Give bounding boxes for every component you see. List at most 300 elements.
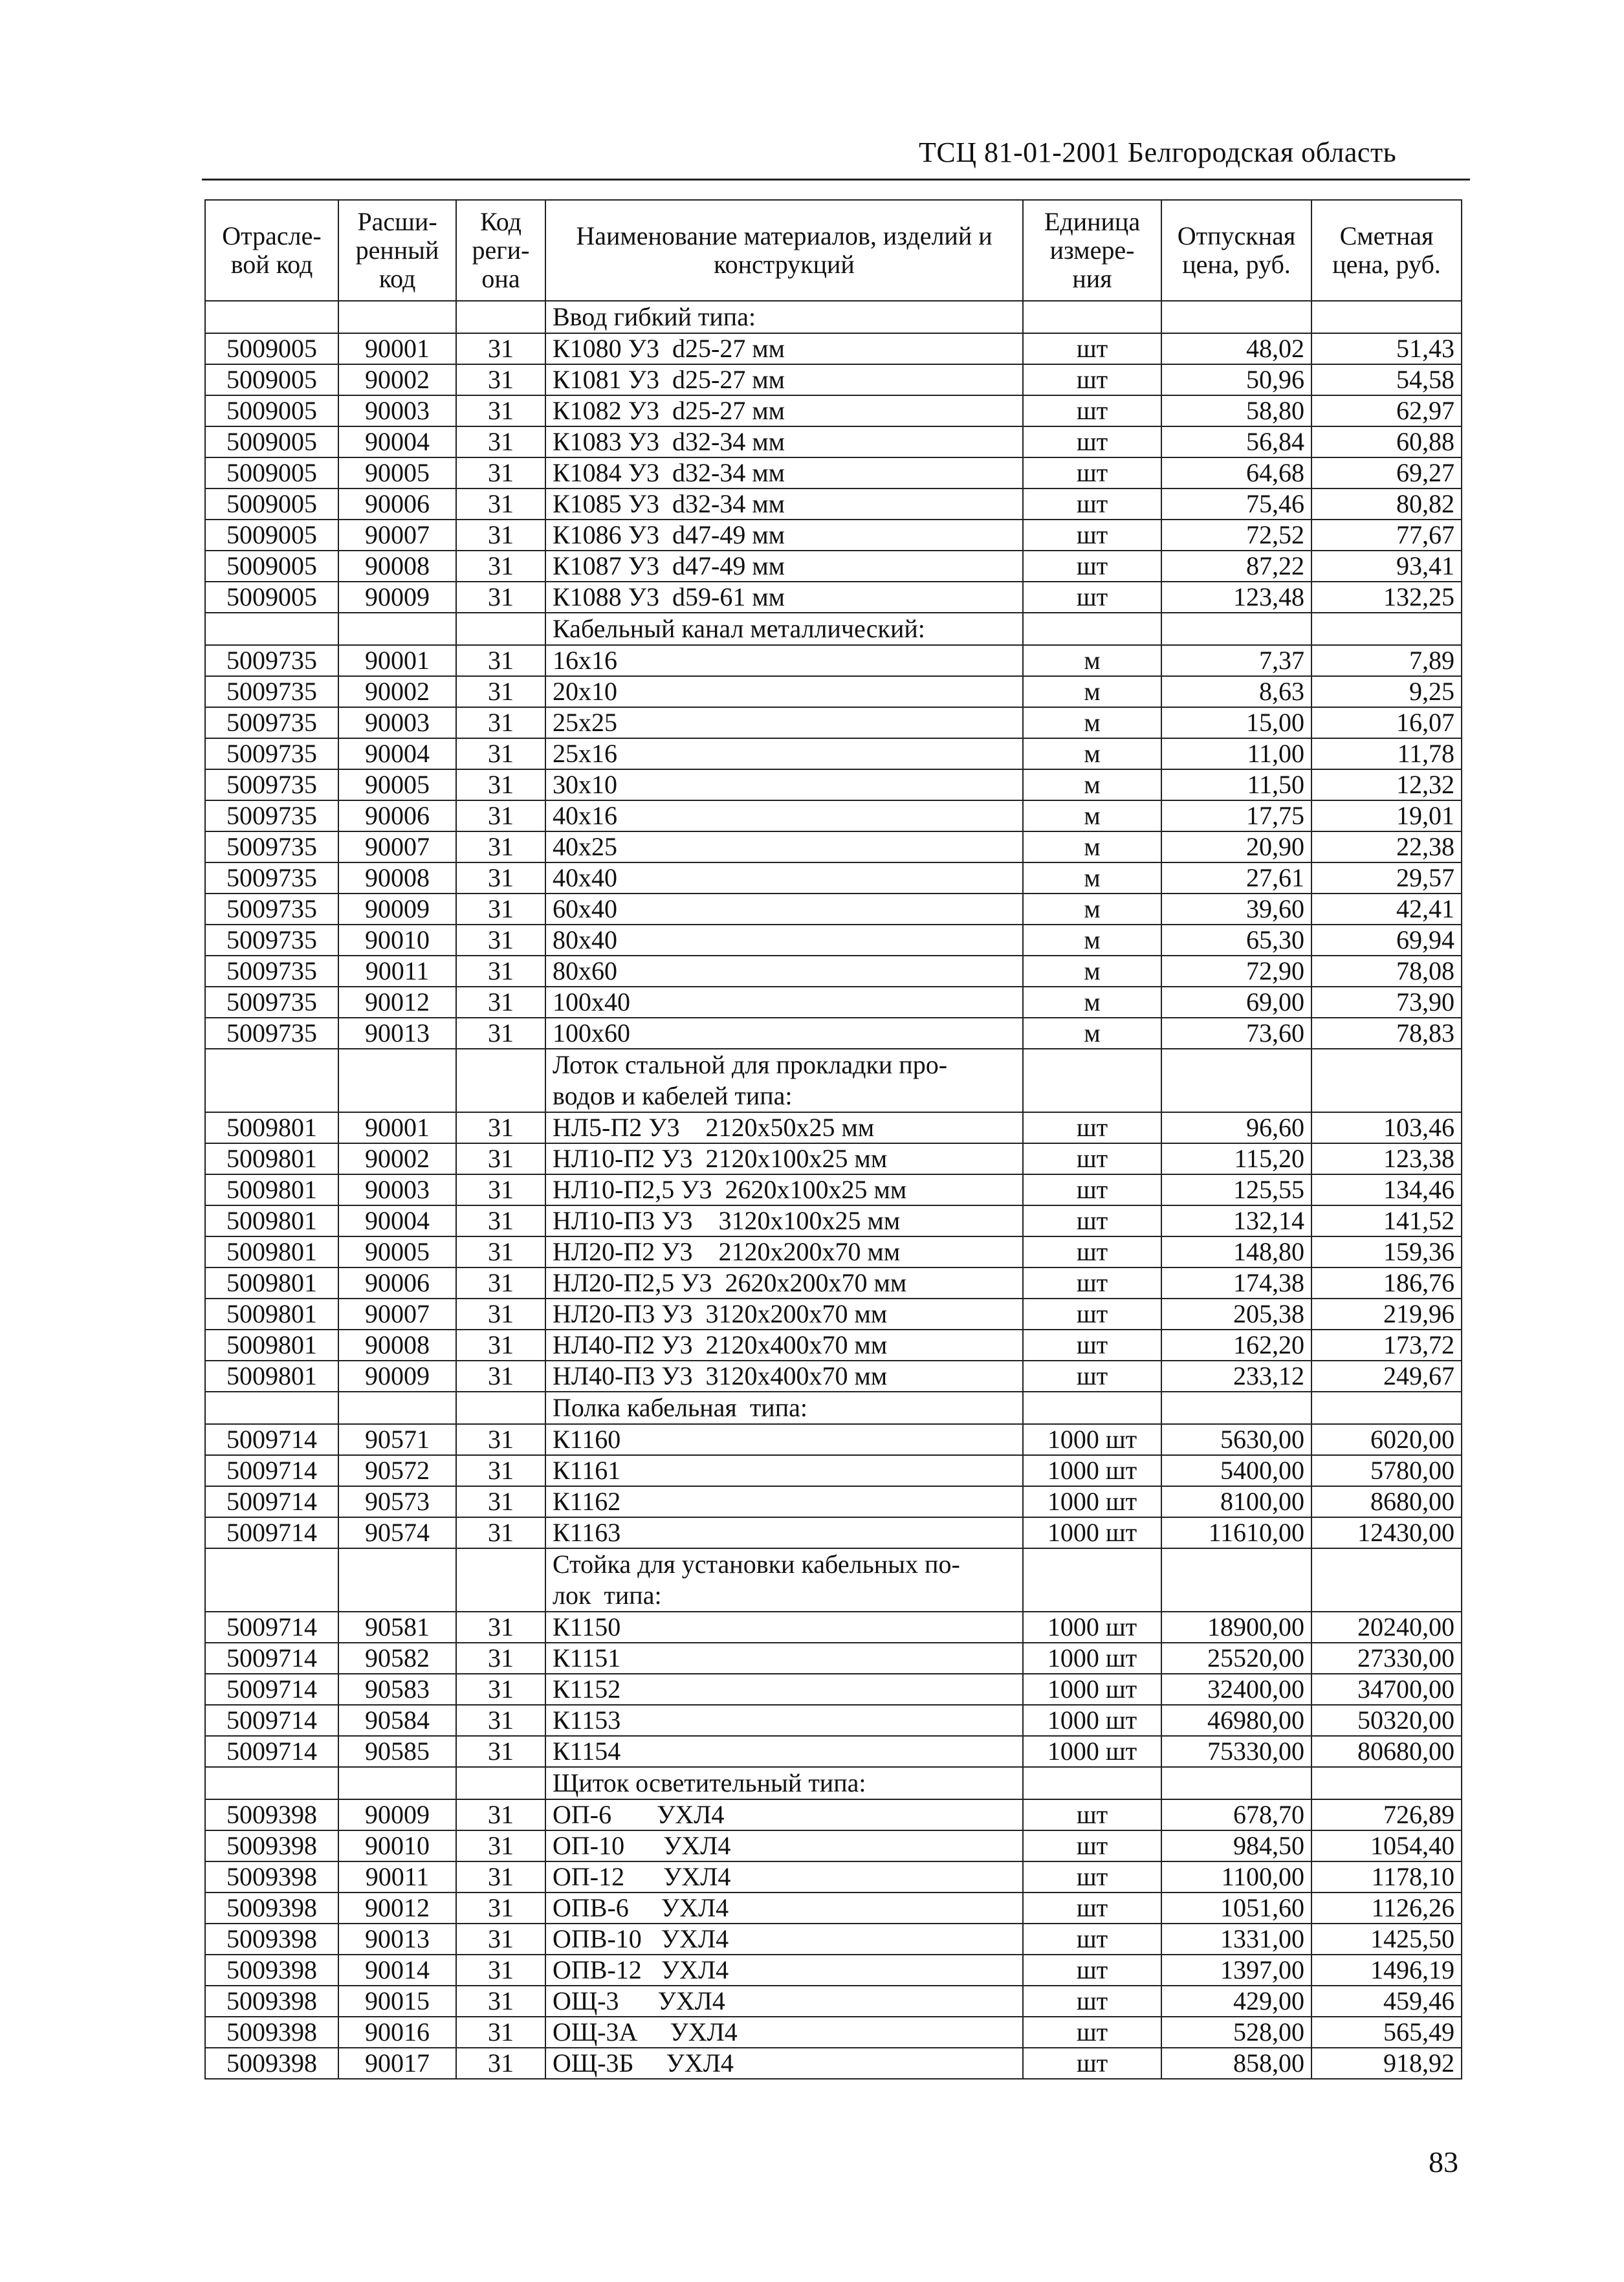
sector-code-cell: 5009005 bbox=[205, 426, 338, 457]
unit-cell: м bbox=[1023, 738, 1161, 769]
item-name-cell: 60х40 bbox=[545, 894, 1023, 925]
item-name-cell: К1163 bbox=[545, 1517, 1023, 1548]
section-title-cell: Ввод гибкий типа: bbox=[545, 301, 1023, 333]
unit-cell: м bbox=[1023, 707, 1161, 738]
estimated-price-cell: 249,67 bbox=[1311, 1361, 1462, 1392]
table-row bbox=[205, 1517, 1462, 1548]
estimated-price-cell: 9,25 bbox=[1311, 676, 1462, 707]
table-row bbox=[205, 1955, 1462, 1986]
item-name-cell: К1154 bbox=[545, 1736, 1023, 1767]
sector-code-cell: 5009398 bbox=[205, 1861, 338, 1893]
release-price-cell: 96,60 bbox=[1161, 1112, 1311, 1143]
extended-code-cell: 90014 bbox=[338, 1955, 456, 1986]
unit-cell: шт bbox=[1023, 1236, 1161, 1267]
price-table bbox=[204, 199, 1462, 2079]
unit-cell: шт bbox=[1023, 551, 1161, 582]
item-name-cell: ОЩ-3А УХЛ4 bbox=[545, 2017, 1023, 2048]
item-name-cell: ОЩ-3Б УХЛ4 bbox=[545, 2048, 1023, 2079]
estimated-price-cell: 459,46 bbox=[1311, 1986, 1462, 2017]
estimated-price-cell: 16,07 bbox=[1311, 707, 1462, 738]
release-price-cell: 11,00 bbox=[1161, 738, 1311, 769]
extended-code-cell: 90583 bbox=[338, 1674, 456, 1705]
region-code-cell: 31 bbox=[456, 1236, 545, 1267]
item-name-cell: К1161 bbox=[545, 1455, 1023, 1486]
unit-cell: 1000 шт bbox=[1023, 1486, 1161, 1517]
estimated-price-cell: 918,92 bbox=[1311, 2048, 1462, 2079]
estimated-price-cell: 1178,10 bbox=[1311, 1861, 1462, 1893]
region-code-cell: 31 bbox=[456, 1893, 545, 1924]
sector-code-cell: 5009735 bbox=[205, 1018, 338, 1049]
release-price-cell: 858,00 bbox=[1161, 2048, 1311, 2079]
estimated-price-cell: 69,94 bbox=[1311, 925, 1462, 956]
estimated-price-cell bbox=[1311, 1049, 1462, 1112]
unit-cell: 1000 шт bbox=[1023, 1643, 1161, 1674]
release-price-cell: 15,00 bbox=[1161, 707, 1311, 738]
release-price-cell: 56,84 bbox=[1161, 426, 1311, 457]
estimated-price-cell: 78,08 bbox=[1311, 956, 1462, 987]
extended-code-cell: 90004 bbox=[338, 738, 456, 769]
item-name-cell: ОЩ-3 УХЛ4 bbox=[545, 1986, 1023, 2017]
unit-cell: шт bbox=[1023, 1986, 1161, 2017]
extended-code-cell: 90009 bbox=[338, 894, 456, 925]
estimated-price-cell: 7,89 bbox=[1311, 645, 1462, 676]
estimated-price-cell: 51,43 bbox=[1311, 333, 1462, 364]
extended-code-cell: 90572 bbox=[338, 1455, 456, 1486]
release-price-cell: 123,48 bbox=[1161, 582, 1311, 613]
extended-code-cell: 90013 bbox=[338, 1018, 456, 1049]
unit-cell: шт bbox=[1023, 1143, 1161, 1174]
sector-code-cell: 5009735 bbox=[205, 738, 338, 769]
release-price-cell: 528,00 bbox=[1161, 2017, 1311, 2048]
region-code-cell: 31 bbox=[456, 645, 545, 676]
item-name-cell: 25х16 bbox=[545, 738, 1023, 769]
estimated-price-cell: 8680,00 bbox=[1311, 1486, 1462, 1517]
extended-code-cell: 90010 bbox=[338, 925, 456, 956]
estimated-price-cell: 1054,40 bbox=[1311, 1830, 1462, 1861]
sector-code-cell: 5009398 bbox=[205, 1986, 338, 2017]
unit-cell: м bbox=[1023, 831, 1161, 862]
sector-code-cell: 5009005 bbox=[205, 457, 338, 488]
extended-code-cell bbox=[338, 1392, 456, 1424]
region-code-cell: 31 bbox=[456, 707, 545, 738]
item-name-cell: К1085 У3 d32-34 мм bbox=[545, 488, 1023, 520]
region-code-cell: 31 bbox=[456, 1174, 545, 1205]
region-code-cell bbox=[456, 1392, 545, 1424]
region-code-cell: 31 bbox=[456, 1205, 545, 1236]
region-code-cell: 31 bbox=[456, 1267, 545, 1299]
unit-cell: шт bbox=[1023, 2017, 1161, 2048]
sector-code-cell bbox=[205, 1548, 338, 1612]
estimated-price-cell: 20240,00 bbox=[1311, 1612, 1462, 1643]
unit-cell: 1000 шт bbox=[1023, 1424, 1161, 1455]
unit-cell bbox=[1023, 613, 1161, 645]
item-name-cell: К1086 У3 d47-49 мм bbox=[545, 520, 1023, 551]
sector-code-cell: 5009735 bbox=[205, 925, 338, 956]
item-name-cell: К1152 bbox=[545, 1674, 1023, 1705]
unit-cell: шт bbox=[1023, 1361, 1161, 1392]
estimated-price-cell bbox=[1311, 301, 1462, 333]
estimated-price-cell: 34700,00 bbox=[1311, 1674, 1462, 1705]
table-row bbox=[205, 1486, 1462, 1517]
table-row bbox=[205, 1674, 1462, 1705]
sector-code-cell: 5009398 bbox=[205, 1830, 338, 1861]
item-name-cell: 30х10 bbox=[545, 769, 1023, 800]
sector-code-cell bbox=[205, 301, 338, 333]
item-name-cell: ОП-6 УХЛ4 bbox=[545, 1799, 1023, 1830]
table-row bbox=[205, 645, 1462, 676]
table-row bbox=[205, 831, 1462, 862]
extended-code-cell: 90001 bbox=[338, 333, 456, 364]
unit-cell: шт bbox=[1023, 1924, 1161, 1955]
region-code-cell: 31 bbox=[456, 1799, 545, 1830]
sector-code-cell: 5009714 bbox=[205, 1736, 338, 1767]
estimated-price-cell: 54,58 bbox=[1311, 364, 1462, 395]
release-price-cell: 162,20 bbox=[1161, 1330, 1311, 1361]
table-row bbox=[205, 1861, 1462, 1893]
sector-code-cell: 5009714 bbox=[205, 1455, 338, 1486]
release-price-cell: 46980,00 bbox=[1161, 1705, 1311, 1736]
estimated-price-cell: 565,49 bbox=[1311, 2017, 1462, 2048]
table-row bbox=[205, 1924, 1462, 1955]
unit-cell: шт bbox=[1023, 2048, 1161, 2079]
unit-cell: м bbox=[1023, 987, 1161, 1018]
unit-cell: м bbox=[1023, 925, 1161, 956]
estimated-price-cell bbox=[1311, 1767, 1462, 1799]
item-name-cell: 100х60 bbox=[545, 1018, 1023, 1049]
estimated-price-cell bbox=[1311, 1548, 1462, 1612]
unit-cell: м bbox=[1023, 956, 1161, 987]
release-price-cell: 984,50 bbox=[1161, 1830, 1311, 1861]
section-row bbox=[205, 1767, 1462, 1799]
sector-code-cell: 5009005 bbox=[205, 520, 338, 551]
extended-code-cell: 90003 bbox=[338, 395, 456, 426]
release-price-cell: 48,02 bbox=[1161, 333, 1311, 364]
region-code-cell bbox=[456, 613, 545, 645]
item-name-cell: 80х60 bbox=[545, 956, 1023, 987]
release-price-cell: 20,90 bbox=[1161, 831, 1311, 862]
extended-code-cell: 90002 bbox=[338, 1143, 456, 1174]
estimated-price-cell: 1126,26 bbox=[1311, 1893, 1462, 1924]
table-row bbox=[205, 894, 1462, 925]
region-code-cell: 31 bbox=[456, 488, 545, 520]
release-price-cell bbox=[1161, 613, 1311, 645]
sector-code-cell: 5009005 bbox=[205, 582, 338, 613]
release-price-cell: 1331,00 bbox=[1161, 1924, 1311, 1955]
item-name-cell: К1150 bbox=[545, 1612, 1023, 1643]
region-code-cell: 31 bbox=[456, 395, 545, 426]
extended-code-cell: 90584 bbox=[338, 1705, 456, 1736]
release-price-cell: 32400,00 bbox=[1161, 1674, 1311, 1705]
region-code-cell: 31 bbox=[456, 831, 545, 862]
sector-code-cell bbox=[205, 1392, 338, 1424]
sector-code-cell: 5009398 bbox=[205, 1955, 338, 1986]
region-code-cell: 31 bbox=[456, 1612, 545, 1643]
table-row bbox=[205, 676, 1462, 707]
table-row bbox=[205, 1455, 1462, 1486]
region-code-cell: 31 bbox=[456, 894, 545, 925]
region-code-cell: 31 bbox=[456, 1299, 545, 1330]
extended-code-cell: 90008 bbox=[338, 1330, 456, 1361]
region-code-cell: 31 bbox=[456, 457, 545, 488]
sector-code-cell: 5009801 bbox=[205, 1143, 338, 1174]
section-title-cell: Кабельный канал металлический: bbox=[545, 613, 1023, 645]
table-row bbox=[205, 1267, 1462, 1299]
section-title-cell: Лоток стальной для прокладки про- водов и кабелей типа: bbox=[545, 1049, 1023, 1112]
estimated-price-cell: 219,96 bbox=[1311, 1299, 1462, 1330]
table-row bbox=[205, 1236, 1462, 1267]
release-price-cell: 429,00 bbox=[1161, 1986, 1311, 2017]
extended-code-cell: 90007 bbox=[338, 520, 456, 551]
region-code-cell: 31 bbox=[456, 1736, 545, 1767]
item-name-cell: НЛ40-П3 У3 3120х400х70 мм bbox=[545, 1361, 1023, 1392]
extended-code-cell: 90003 bbox=[338, 1174, 456, 1205]
extended-code-cell: 90012 bbox=[338, 1893, 456, 1924]
sector-code-cell: 5009714 bbox=[205, 1643, 338, 1674]
region-code-cell: 31 bbox=[456, 1112, 545, 1143]
sector-code-cell: 5009801 bbox=[205, 1330, 338, 1361]
region-code-cell: 31 bbox=[456, 2048, 545, 2079]
table-row bbox=[205, 987, 1462, 1018]
unit-cell: шт bbox=[1023, 426, 1161, 457]
extended-code-cell: 90006 bbox=[338, 800, 456, 831]
estimated-price-cell: 50320,00 bbox=[1311, 1705, 1462, 1736]
extended-code-cell: 90011 bbox=[338, 956, 456, 987]
table-row bbox=[205, 1143, 1462, 1174]
section-row bbox=[205, 1049, 1462, 1112]
item-name-cell: ОП-10 УХЛ4 bbox=[545, 1830, 1023, 1861]
col-header-release-price: Отпускная цена, руб. bbox=[1161, 200, 1311, 301]
table-row bbox=[205, 1986, 1462, 2017]
sector-code-cell: 5009005 bbox=[205, 488, 338, 520]
unit-cell: 1000 шт bbox=[1023, 1705, 1161, 1736]
table-row bbox=[205, 707, 1462, 738]
unit-cell: шт bbox=[1023, 1267, 1161, 1299]
extended-code-cell: 90007 bbox=[338, 1299, 456, 1330]
sector-code-cell: 5009005 bbox=[205, 395, 338, 426]
estimated-price-cell: 19,01 bbox=[1311, 800, 1462, 831]
region-code-cell: 31 bbox=[456, 582, 545, 613]
sector-code-cell: 5009714 bbox=[205, 1424, 338, 1455]
unit-cell: шт bbox=[1023, 1174, 1161, 1205]
estimated-price-cell bbox=[1311, 613, 1462, 645]
region-code-cell: 31 bbox=[456, 1330, 545, 1361]
item-name-cell: НЛ20-П2,5 У3 2620х200х70 мм bbox=[545, 1267, 1023, 1299]
region-code-cell: 31 bbox=[456, 1705, 545, 1736]
release-price-cell: 174,38 bbox=[1161, 1267, 1311, 1299]
release-price-cell: 25520,00 bbox=[1161, 1643, 1311, 1674]
sector-code-cell: 5009801 bbox=[205, 1236, 338, 1267]
item-name-cell: К1151 bbox=[545, 1643, 1023, 1674]
sector-code-cell bbox=[205, 613, 338, 645]
estimated-price-cell: 186,76 bbox=[1311, 1267, 1462, 1299]
col-header-sector-code: Отрасле- вой код bbox=[205, 200, 338, 301]
item-name-cell: ОПВ-12 УХЛ4 bbox=[545, 1955, 1023, 1986]
table-row bbox=[205, 738, 1462, 769]
unit-cell: 1000 шт bbox=[1023, 1736, 1161, 1767]
unit-cell: м bbox=[1023, 645, 1161, 676]
region-code-cell: 31 bbox=[456, 987, 545, 1018]
extended-code-cell: 90006 bbox=[338, 488, 456, 520]
extended-code-cell: 90582 bbox=[338, 1643, 456, 1674]
sector-code-cell bbox=[205, 1049, 338, 1112]
release-price-cell bbox=[1161, 1548, 1311, 1612]
extended-code-cell: 90581 bbox=[338, 1612, 456, 1643]
estimated-price-cell: 78,83 bbox=[1311, 1018, 1462, 1049]
table-row bbox=[205, 1174, 1462, 1205]
unit-cell: шт bbox=[1023, 520, 1161, 551]
region-code-cell bbox=[456, 1767, 545, 1799]
release-price-cell: 678,70 bbox=[1161, 1799, 1311, 1830]
unit-cell: 1000 шт bbox=[1023, 1455, 1161, 1486]
release-price-cell: 65,30 bbox=[1161, 925, 1311, 956]
release-price-cell: 125,55 bbox=[1161, 1174, 1311, 1205]
unit-cell: м bbox=[1023, 862, 1161, 894]
release-price-cell: 64,68 bbox=[1161, 457, 1311, 488]
unit-cell: шт bbox=[1023, 364, 1161, 395]
section-row bbox=[205, 1392, 1462, 1424]
unit-cell: шт bbox=[1023, 333, 1161, 364]
region-code-cell bbox=[456, 301, 545, 333]
table-row bbox=[205, 1893, 1462, 1924]
region-code-cell: 31 bbox=[456, 520, 545, 551]
estimated-price-cell: 60,88 bbox=[1311, 426, 1462, 457]
release-price-cell: 205,38 bbox=[1161, 1299, 1311, 1330]
region-code-cell: 31 bbox=[456, 862, 545, 894]
release-price-cell bbox=[1161, 301, 1311, 333]
extended-code-cell: 90008 bbox=[338, 551, 456, 582]
item-name-cell: НЛ20-П2 У3 2120х200х70 мм bbox=[545, 1236, 1023, 1267]
estimated-price-cell: 1496,19 bbox=[1311, 1955, 1462, 1986]
region-code-cell: 31 bbox=[456, 1643, 545, 1674]
extended-code-cell: 90005 bbox=[338, 457, 456, 488]
table-row bbox=[205, 1736, 1462, 1767]
sector-code-cell: 5009398 bbox=[205, 1799, 338, 1830]
col-header-estimated-price: Сметная цена, руб. bbox=[1311, 200, 1462, 301]
release-price-cell: 132,14 bbox=[1161, 1205, 1311, 1236]
table-row bbox=[205, 800, 1462, 831]
table-row bbox=[205, 426, 1462, 457]
unit-cell: шт bbox=[1023, 457, 1161, 488]
extended-code-cell: 90009 bbox=[338, 1799, 456, 1830]
estimated-price-cell bbox=[1311, 1392, 1462, 1424]
sector-code-cell: 5009801 bbox=[205, 1112, 338, 1143]
estimated-price-cell: 132,25 bbox=[1311, 582, 1462, 613]
extended-code-cell bbox=[338, 1767, 456, 1799]
release-price-cell: 8100,00 bbox=[1161, 1486, 1311, 1517]
table-row bbox=[205, 1361, 1462, 1392]
extended-code-cell: 90009 bbox=[338, 1361, 456, 1392]
extended-code-cell: 90006 bbox=[338, 1267, 456, 1299]
extended-code-cell: 90002 bbox=[338, 364, 456, 395]
table-row bbox=[205, 488, 1462, 520]
section-title-cell: Полка кабельная типа: bbox=[545, 1392, 1023, 1424]
table-row bbox=[205, 2048, 1462, 2079]
item-name-cell: 20х10 bbox=[545, 676, 1023, 707]
col-header-extended-code: Расши- ренный код bbox=[338, 200, 456, 301]
release-price-cell: 27,61 bbox=[1161, 862, 1311, 894]
sector-code-cell: 5009735 bbox=[205, 987, 338, 1018]
estimated-price-cell: 159,36 bbox=[1311, 1236, 1462, 1267]
unit-cell bbox=[1023, 301, 1161, 333]
item-name-cell: К1081 У3 d25-27 мм bbox=[545, 364, 1023, 395]
sector-code-cell: 5009735 bbox=[205, 769, 338, 800]
extended-code-cell: 90011 bbox=[338, 1861, 456, 1893]
release-price-cell: 69,00 bbox=[1161, 987, 1311, 1018]
unit-cell: шт bbox=[1023, 1205, 1161, 1236]
table-row bbox=[205, 925, 1462, 956]
region-code-cell: 31 bbox=[456, 1361, 545, 1392]
unit-cell: шт bbox=[1023, 395, 1161, 426]
unit-cell: шт bbox=[1023, 1893, 1161, 1924]
estimated-price-cell: 1425,50 bbox=[1311, 1924, 1462, 1955]
table-row bbox=[205, 520, 1462, 551]
extended-code-cell: 90004 bbox=[338, 426, 456, 457]
extended-code-cell: 90574 bbox=[338, 1517, 456, 1548]
unit-cell: шт bbox=[1023, 1955, 1161, 1986]
unit-cell: 1000 шт bbox=[1023, 1517, 1161, 1548]
sector-code-cell: 5009714 bbox=[205, 1674, 338, 1705]
region-code-cell: 31 bbox=[456, 738, 545, 769]
region-code-cell: 31 bbox=[456, 800, 545, 831]
extended-code-cell: 90010 bbox=[338, 1830, 456, 1861]
item-name-cell: ОПВ-10 УХЛ4 bbox=[545, 1924, 1023, 1955]
sector-code-cell: 5009735 bbox=[205, 862, 338, 894]
sector-code-cell: 5009801 bbox=[205, 1205, 338, 1236]
region-code-cell: 31 bbox=[456, 1424, 545, 1455]
extended-code-cell: 90005 bbox=[338, 1236, 456, 1267]
table-row bbox=[205, 395, 1462, 426]
table-row bbox=[205, 1330, 1462, 1361]
unit-cell: шт bbox=[1023, 1330, 1161, 1361]
table-row bbox=[205, 1205, 1462, 1236]
release-price-cell: 115,20 bbox=[1161, 1143, 1311, 1174]
item-name-cell: НЛ40-П2 У3 2120х400х70 мм bbox=[545, 1330, 1023, 1361]
unit-cell: 1000 шт bbox=[1023, 1674, 1161, 1705]
table-row bbox=[205, 551, 1462, 582]
item-name-cell: 40х40 bbox=[545, 862, 1023, 894]
estimated-price-cell: 22,38 bbox=[1311, 831, 1462, 862]
release-price-cell: 5630,00 bbox=[1161, 1424, 1311, 1455]
release-price-cell bbox=[1161, 1392, 1311, 1424]
item-name-cell: К1162 bbox=[545, 1486, 1023, 1517]
region-code-cell: 31 bbox=[456, 364, 545, 395]
item-name-cell: К1153 bbox=[545, 1705, 1023, 1736]
unit-cell bbox=[1023, 1049, 1161, 1112]
sector-code-cell: 5009735 bbox=[205, 645, 338, 676]
release-price-cell: 1100,00 bbox=[1161, 1861, 1311, 1893]
sector-code-cell: 5009005 bbox=[205, 333, 338, 364]
extended-code-cell: 90007 bbox=[338, 831, 456, 862]
sector-code-cell: 5009005 bbox=[205, 364, 338, 395]
header-rule bbox=[202, 179, 1470, 181]
region-code-cell: 31 bbox=[456, 1455, 545, 1486]
unit-cell: шт bbox=[1023, 1299, 1161, 1330]
extended-code-cell bbox=[338, 301, 456, 333]
table-row bbox=[205, 2017, 1462, 2048]
table-row bbox=[205, 1612, 1462, 1643]
estimated-price-cell: 29,57 bbox=[1311, 862, 1462, 894]
table-row bbox=[205, 1830, 1462, 1861]
unit-cell: шт bbox=[1023, 1112, 1161, 1143]
item-name-cell: К1087 У3 d47-49 мм bbox=[545, 551, 1023, 582]
estimated-price-cell: 12430,00 bbox=[1311, 1517, 1462, 1548]
estimated-price-cell: 80680,00 bbox=[1311, 1736, 1462, 1767]
extended-code-cell: 90005 bbox=[338, 769, 456, 800]
region-code-cell bbox=[456, 1548, 545, 1612]
sector-code-cell: 5009398 bbox=[205, 2017, 338, 2048]
estimated-price-cell: 93,41 bbox=[1311, 551, 1462, 582]
table-row bbox=[205, 1424, 1462, 1455]
